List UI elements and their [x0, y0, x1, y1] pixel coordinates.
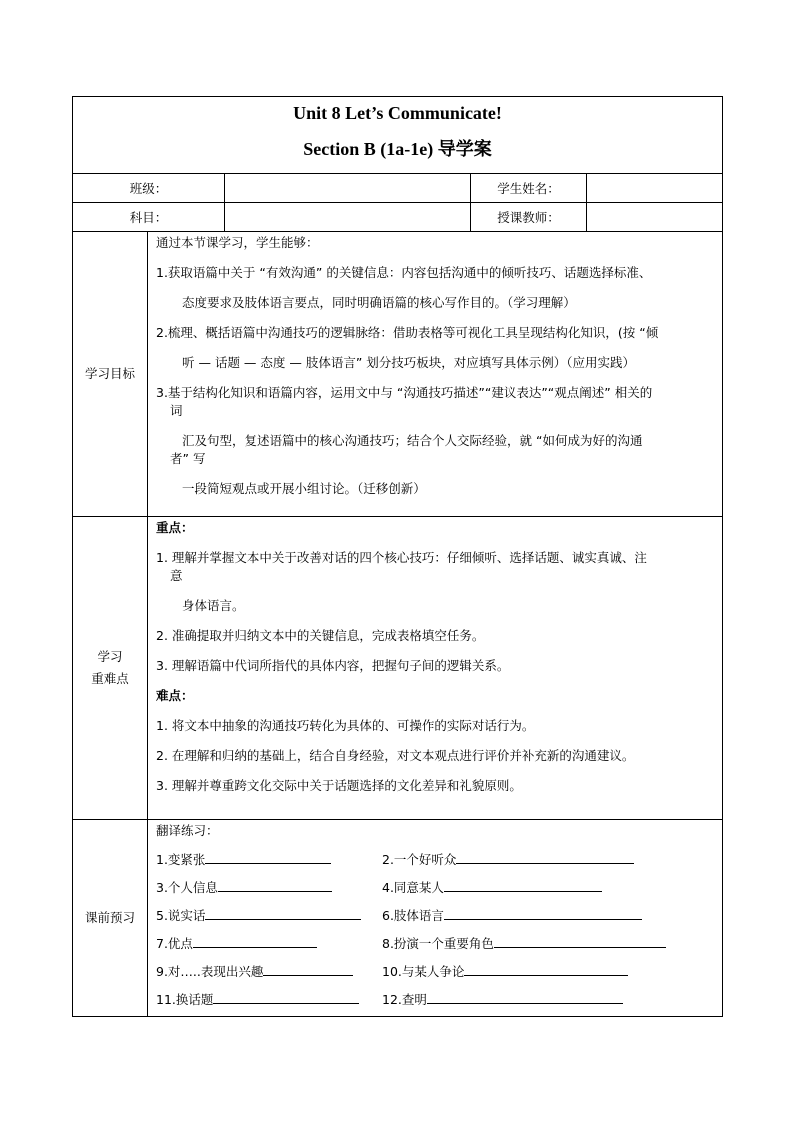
subject-label: 科目： — [73, 203, 225, 232]
study-guide-document — [72, 96, 722, 1017]
translation-grid — [156, 849, 716, 1008]
answer-blank[interactable] — [427, 989, 623, 1004]
objectives-content — [148, 232, 723, 517]
answer-blank[interactable] — [263, 961, 353, 976]
translation-item: 6.肢体语言 — [382, 905, 716, 924]
objective-line: 2.梳理、概括语篇中沟通技巧的逻辑脉络：借助表格等可视化工具呈现结构化知识，(按 “倾 — [156, 325, 659, 340]
title-cell — [73, 97, 723, 174]
answer-blank[interactable] — [444, 905, 642, 920]
difficult-points-heading: 难点： — [156, 688, 194, 703]
subject-field[interactable] — [225, 203, 471, 232]
student-name-field[interactable] — [587, 174, 723, 203]
keypoints-label-line2: 重难点 — [91, 671, 129, 686]
teacher-label: 授课教师： — [471, 203, 587, 232]
objective-line: 汇及句型，复述语篇中的核心沟通技巧；结合个人交际经验，就 “如何成为好的沟通 — [182, 433, 643, 448]
translation-item: 1.变紧张 — [156, 849, 382, 868]
teacher-field[interactable] — [587, 203, 723, 232]
key-point-line: 3. 理解语篇中代词所指代的具体内容，把握句子间的逻辑关系。 — [156, 658, 510, 673]
student-name-label: 学生姓名： — [471, 174, 587, 203]
objective-line: 听 — 话题 — 态度 — 肢体语言” 划分技巧板块，对应填写具体示例）（应用实践） — [182, 355, 636, 370]
key-point-line: 1. 理解并掌握文本中关于改善对话的四个核心技巧：仔细倾听、选择话题、诚实真诚、注 — [156, 550, 647, 565]
difficult-point-line: 3. 理解并尊重跨文化交际中关于话题选择的文化差异和礼貌原则。 — [156, 778, 522, 793]
difficult-point-line: 1. 将文本中抽象的沟通技巧转化为具体的、可操作的实际对话行为。 — [156, 718, 535, 733]
translation-item: 9.对…..表现出兴趣 — [156, 961, 382, 980]
answer-blank[interactable] — [456, 849, 634, 864]
class-label: 班级： — [73, 174, 225, 203]
objective-line: 者” 写 — [170, 451, 206, 466]
unit-title: Unit 8 Let’s Communicate! — [293, 103, 502, 123]
study-guide-table — [72, 96, 723, 1017]
answer-blank[interactable] — [444, 877, 602, 892]
keypoints-label-line1: 学习 — [97, 649, 123, 664]
objective-line: 态度要求及肢体语言要点，同时明确语篇的核心写作目的。（学习理解） — [182, 295, 576, 310]
objective-line: 1.获取语篇中关于 “有效沟通” 的关键信息：内容包括沟通中的倾听技巧、话题选择标准、 — [156, 265, 652, 280]
translation-item: 3.个人信息 — [156, 877, 382, 896]
translation-item: 8.扮演一个重要角色 — [382, 933, 716, 952]
translation-item: 2.一个好听众 — [382, 849, 716, 868]
keypoints-label — [73, 517, 148, 820]
preview-title: 翻译练习： — [156, 823, 219, 838]
objective-line: 一段简短观点或开展小组讨论。（迁移创新） — [182, 481, 426, 496]
objective-line: 词 — [170, 403, 183, 418]
answer-blank[interactable] — [205, 905, 361, 920]
answer-blank[interactable] — [205, 849, 331, 864]
answer-blank[interactable] — [193, 933, 317, 948]
objective-line: 3.基于结构化知识和语篇内容，运用文中与 “沟通技巧描述”“建议表达”“观点阐述” 相关的 — [156, 385, 653, 400]
answer-blank[interactable] — [494, 933, 666, 948]
section-title: Section B (1a-1e) 导学案 — [303, 139, 492, 159]
answer-blank[interactable] — [464, 961, 628, 976]
preview-content — [148, 820, 723, 1017]
objectives-label: 学习目标 — [73, 232, 148, 517]
keypoints-content — [148, 517, 723, 820]
key-point-line: 2. 准确提取并归纳文本中的关键信息，完成表格填空任务。 — [156, 628, 485, 643]
translation-item: 5.说实话 — [156, 905, 382, 924]
key-point-line: 意 — [170, 568, 183, 583]
answer-blank[interactable] — [213, 989, 359, 1004]
translation-item: 7.优点 — [156, 933, 382, 952]
translation-item: 11.换话题 — [156, 989, 382, 1008]
translation-item: 10.与某人争论 — [382, 961, 716, 980]
preview-label: 课前预习 — [73, 820, 148, 1017]
class-field[interactable] — [225, 174, 471, 203]
key-points-heading: 重点： — [156, 520, 194, 535]
difficult-point-line: 2. 在理解和归纳的基础上，结合自身经验，对文本观点进行评价并补充新的沟通建议。 — [156, 748, 635, 763]
answer-blank[interactable] — [218, 877, 332, 892]
objectives-intro: 通过本节课学习，学生能够： — [156, 235, 319, 250]
key-point-line: 身体语言。 — [182, 598, 245, 613]
translation-item: 12.查明 — [382, 989, 716, 1008]
translation-item: 4.同意某人 — [382, 877, 716, 896]
